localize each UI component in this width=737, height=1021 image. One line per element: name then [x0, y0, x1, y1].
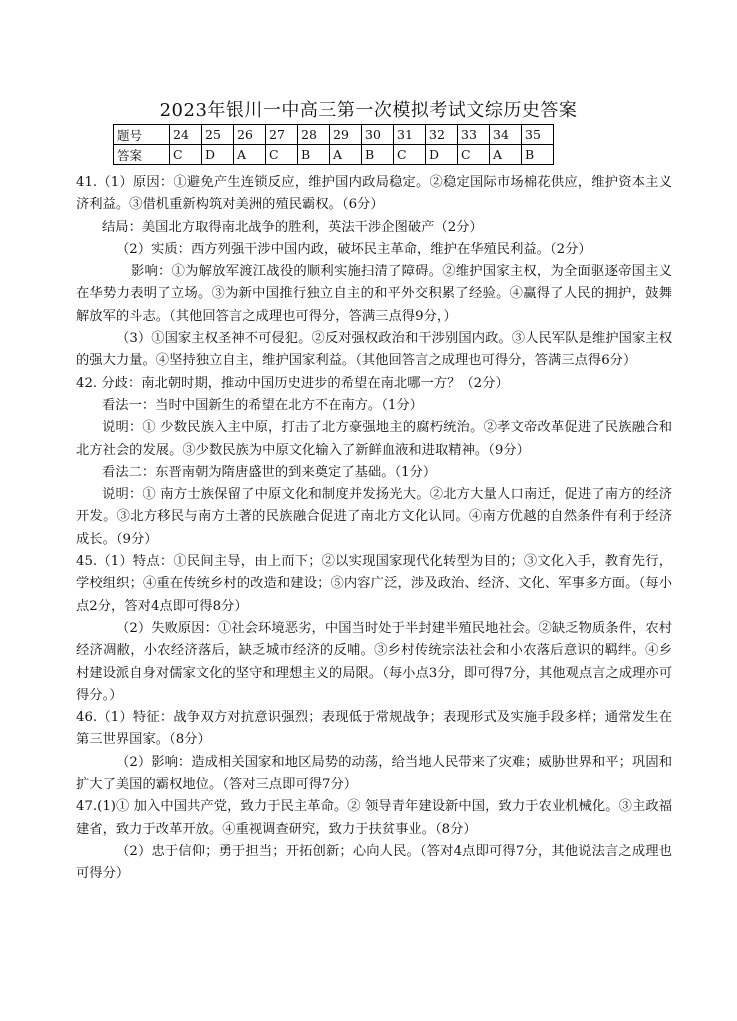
- table-cell: 32: [426, 125, 458, 145]
- answer-paragraph: 看法一：当时中国新生的希望在北方不在南方。（1分）: [102, 397, 423, 413]
- answer-paragraph: （2）忠于信仰；勇于担当；开拓创新；心向人民。（答对4点即可得7分，其他说法言之成理也可得分）: [76, 843, 672, 882]
- table-cell: 28: [298, 125, 330, 145]
- answer-paragraph: 看法二：东晋南朝为隋唐盛世的到来奠定了基础。（1分）: [102, 464, 437, 480]
- table-cell: 30: [362, 125, 394, 145]
- table-cell: 35: [522, 125, 554, 145]
- table-cell: 29: [330, 125, 362, 145]
- table-cell: 25: [202, 125, 234, 145]
- answer-paragraph: （3）①国家主权圣神不可侵犯。②反对强权政治和干涉别国内政。③人民军队是维护国家主权的强大力量。④坚持独立自主，维护国家利益。（其他回答言之成理也可得分，答满三点得6分）: [76, 331, 672, 369]
- row-label-answer: 答案: [114, 145, 170, 165]
- answer-body: [76, 172, 672, 886]
- answer-paragraph: （2）实质：西方列强干涉中国内政，破坏民主革命，维护在华殖民利益。（2分）: [116, 241, 592, 257]
- answer-paragraph: （2）失败原因：①社会环境恶劣，中国当时处于半封建半殖民地社会。②缺乏物质条件，农村经济凋敝，小农经济落后，缺乏城市经济的反哺。③乡村传统宗法社会和小农落后意识的羁绊。④乡村建设派自身对儒家文化的坚守和理想主义的局限。（每小点3分，即可得7分，其他观点言之成理亦可得分。）: [76, 620, 672, 703]
- table-cell: 24: [170, 125, 202, 145]
- table-cell: D: [426, 145, 458, 165]
- answer-paragraph: 45.（1）特点：①民间主导，由上而下；②以实现国家现代化转型为目的；③文化入手，教育先行，学校组织；④重在传统乡村的改造和建设；⑤内容广泛，涉及政治、经济、文化、军事多方面。（每小点2分，答对4点即可得8分）: [76, 554, 672, 614]
- table-cell: A: [234, 145, 266, 165]
- table-cell: 27: [266, 125, 298, 145]
- table-cell: D: [202, 145, 234, 165]
- table-cell: B: [298, 145, 330, 165]
- answer-paragraph: 说明：① 南方士族保留了中原文化和制度并发扬光大。②北方大量人口南迁，促进了南方的经济开发。③北方移民与南方土著的民族融合促进了南北方文化认同。④南方优越的自然条件有利于经济成长。（9分）: [76, 487, 672, 547]
- table-cell: 33: [458, 125, 490, 145]
- row-label-number: 题号: [114, 125, 170, 145]
- answer-paragraph: 42. 分歧：南北朝时期，推动中国历史进步的希望在南北哪一方？（2分）: [76, 375, 509, 391]
- answer-paragraph: 46.（1）特征：战争双方对抗意识强烈；表现低于常规战争；表现形式及实施手段多样；通常发生在第三世界国家。（8分）: [76, 710, 672, 748]
- answer-paragraph: 结局：美国北方取得南北战争的胜利，英法干涉企图破产（2分）: [102, 219, 483, 235]
- table-cell: 31: [394, 125, 426, 145]
- table-cell: C: [170, 145, 202, 165]
- answer-paragraph: 说明：① 少数民族入主中原，打击了北方豪强地主的腐朽统治。②孝文帝改革促进了民族融合和北方社会的发展。③少数民族为中原文化输入了新鲜血液和进取精神。（9分）: [76, 420, 672, 458]
- table-row-numbers: [114, 125, 554, 145]
- table-cell: C: [458, 145, 490, 165]
- answer-paragraph: 41.（1）原因：①避免产生连锁反应，维护国内政局稳定。②稳定国际市场棉花供应，维护资本主义济利益。③借机重新构筑对美洲的殖民霸权。（6分）: [76, 175, 672, 213]
- table-cell: 26: [234, 125, 266, 145]
- answer-paragraph: 47.(1)① 加入中国共产党，致力于民主革命。② 领导青年建设新中国，致力于农业机械化。③主政福建省，致力于改革开放。④重视调查研究，致力于扶贫事业。（8分）: [76, 799, 672, 837]
- table-cell: C: [394, 145, 426, 165]
- table-cell: B: [522, 145, 554, 165]
- table-cell: 34: [490, 125, 522, 145]
- answer-table: [113, 124, 554, 165]
- table-cell: A: [330, 145, 362, 165]
- page-title: 2023年银川一中高三第一次模拟考试文综历史答案: [159, 100, 578, 121]
- table-cell: B: [362, 145, 394, 165]
- table-row-answers: [114, 145, 554, 165]
- answer-paragraph: （2）影响：造成相关国家和地区局势的动荡，给当地人民带来了灾难；威胁世界和平；巩固和扩大了美国的霸权地位。（答对三点即可得7分）: [76, 754, 672, 793]
- table-cell: A: [490, 145, 522, 165]
- answer-paragraph: 影响：①为解放军渡江战役的顺利实施扫清了障碍。②维护国家主权，为全面驱逐帝国主义在华势力表明了立场。③为新中国推行独立自主的和平外交积累了经验。④赢得了人民的拥护，鼓舞解放军的斗志。（其他回答言之成理也可得分，答满三点得9分，）: [76, 264, 672, 324]
- table-cell: C: [266, 145, 298, 165]
